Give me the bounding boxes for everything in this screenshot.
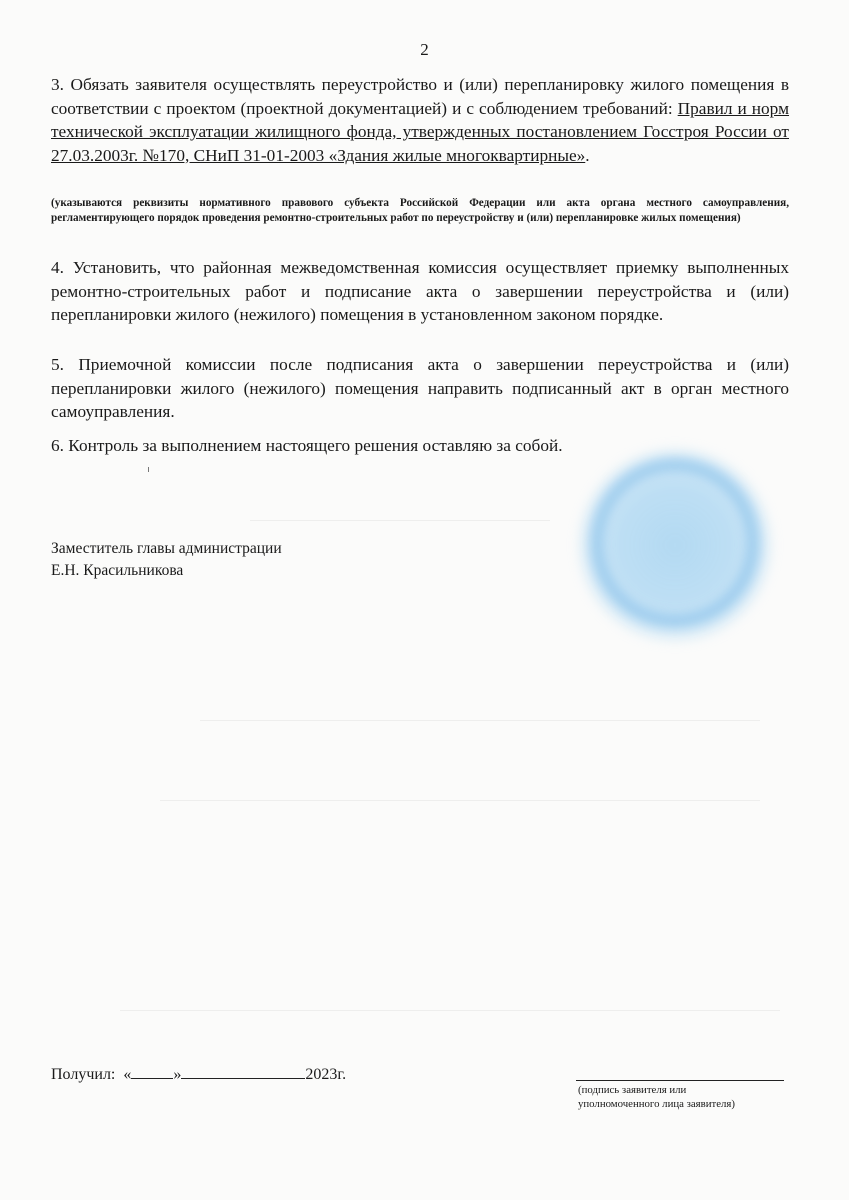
show-through-line <box>250 520 550 521</box>
blurred-stamp-ring <box>590 458 760 628</box>
signatory-name: Е.Н. Красильникова <box>51 562 184 579</box>
signature-line <box>576 1080 784 1081</box>
signature-caption-line-1: (подпись заявителя или <box>578 1084 687 1096</box>
paragraph-item-4: 4. Установить, что районная межведомственная комиссия осуществляет приемку выполненных ремонтно-строительных работ и подписание акта о завершении переустройства и (или) перепланировки жилого (нежилого) помещения в установленном законом порядке. <box>51 258 789 324</box>
page-number: 2 <box>420 40 429 59</box>
month-blank <box>181 1064 305 1079</box>
signature-caption-line-2: уполномоченного лица заявителя) <box>578 1098 735 1110</box>
signature-block <box>51 538 282 582</box>
item-3-regulation-reference: Правил и норм технической эксплуатации жилищного фонда, утвержденных постановлением Госстроя России от 27.03.2003г. №170, СНиП 31-01-2003 «Здания жилые многоквартирные» <box>51 98 790 165</box>
regulation-note: (указываются реквизиты нормативного правового субъекта Российской Федерации или акта органа местного самоуправления, регламентирующего порядок проведения ремонтно-строительных работ по переустройству и (или) перепланировке жилых помещения) <box>51 197 789 224</box>
received-label: Получил: <box>51 1066 116 1083</box>
stray-mark <box>148 467 149 472</box>
show-through-line <box>200 720 760 721</box>
signature-caption <box>578 1083 735 1111</box>
day-blank <box>131 1064 173 1079</box>
date-open-quote: « <box>123 1066 132 1083</box>
show-through-line <box>160 800 760 801</box>
signatory-title: Заместитель главы администрации <box>51 540 282 557</box>
year-suffix: 2023г. <box>305 1066 347 1083</box>
paragraph-item-5: 5. Приемочной комиссии после подписания акта о завершении переустройства и (или) перепланировки жилого (нежилого) помещения направить подписанный акт в орган местного самоуправления. <box>51 355 789 421</box>
received-line <box>51 1064 346 1084</box>
paragraph-item-3 <box>51 73 789 167</box>
date-close-quote: » <box>173 1066 182 1083</box>
show-through-line <box>120 1010 780 1011</box>
item-3-text: 3. Обязать заявителя осуществлять переустройство и (или) перепланировку жилого помещения в соответствии с проектом (проектной документацией) и с соблюдением требований: <box>51 75 789 118</box>
paragraph-item-6: 6. Контроль за выполнением настоящего решения оставляю за собой. <box>51 436 563 455</box>
item-3-end: . <box>585 145 590 165</box>
